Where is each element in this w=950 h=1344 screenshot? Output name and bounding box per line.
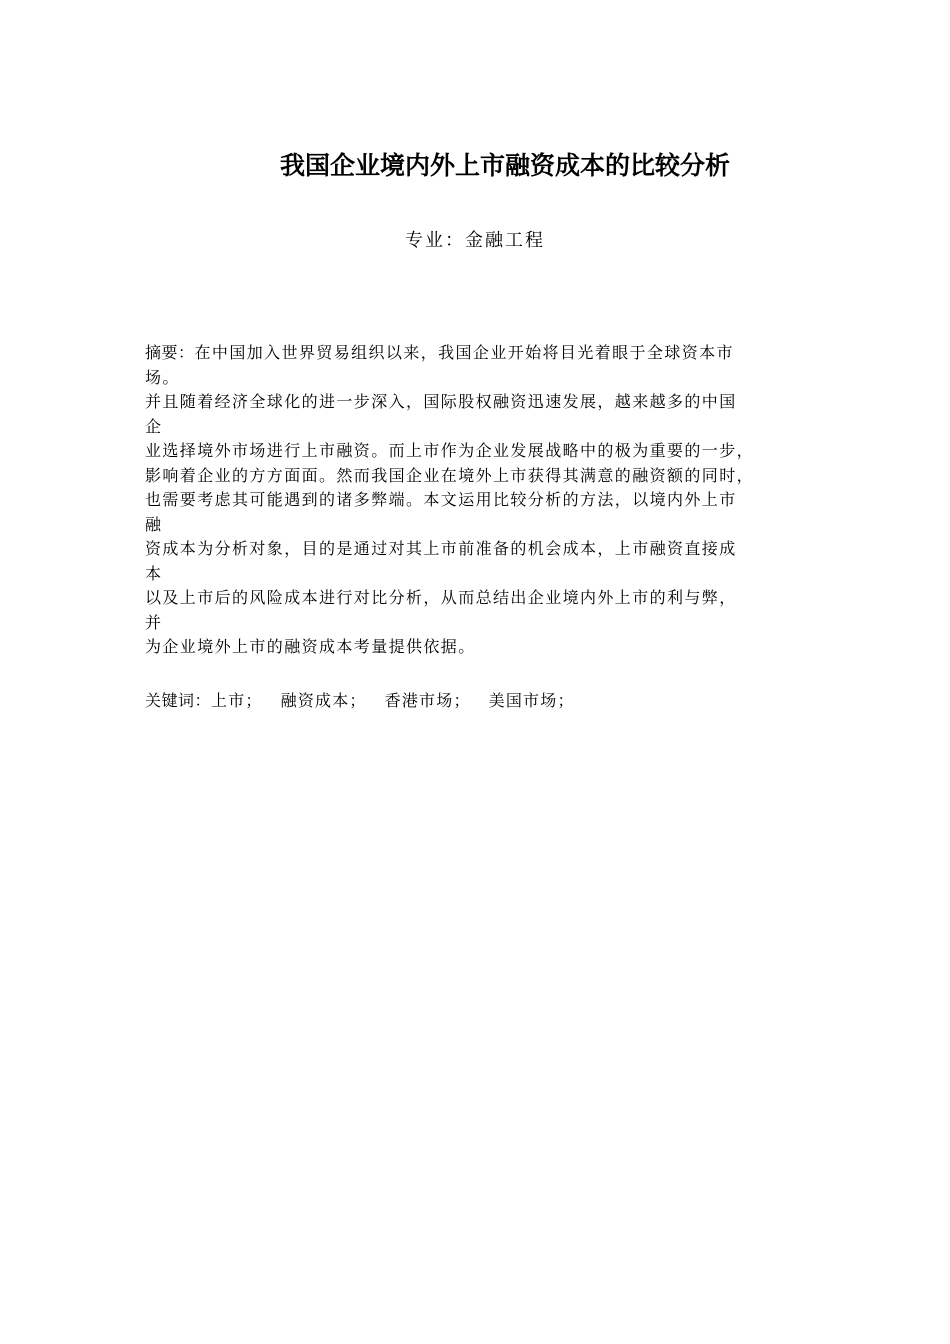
abstract-label: 摘要： (145, 343, 195, 362)
abstract-line: 本 (145, 563, 163, 583)
major-line: 专业：金融工程 (405, 230, 545, 251)
abstract-line: 业选择境外市场进行上市融资。而上市作为企业发展战略中的极为重要的一步， (145, 441, 755, 460)
abstract-section (145, 341, 825, 660)
abstract-line: 融 (145, 514, 163, 534)
abstract-line: 影响着企业的方方面面。然而我国企业在境外上市获得其满意的融资额的同时， (145, 465, 755, 485)
abstract-line: 并且随着经济全球化的进一步深入，国际股权融资迅速发展，越来越多的中国 (145, 392, 737, 411)
abstract-text: 在中国加入世界贸易组织以来，我国企业开始将目光着眼于全球资本市 (194, 343, 734, 362)
document-title: 我国企业境内外上市融资成本的比较分析 (279, 151, 730, 180)
abstract-line: 以及上市后的风险成本进行对比分析，从而总结出企业境内外上市的利与弊， (145, 588, 737, 607)
abstract-line: 企 (145, 416, 163, 436)
keywords-section (145, 689, 825, 713)
abstract-line: 资成本为分析对象，目的是通过对其上市前准备的机会成本，上市融资直接成 (145, 539, 737, 558)
abstract-line (145, 341, 825, 366)
abstract-line: 也需要考虑其可能遇到的诸多弊端。本文运用比较分析的方法，以境内外上市 (145, 490, 737, 509)
abstract-line: 场。 (145, 367, 180, 387)
abstract-line: 并 (145, 612, 163, 632)
keywords-label: 关键词： (145, 691, 212, 710)
abstract-line: 为企业境外上市的融资成本考量提供依据。 (145, 637, 476, 656)
keyword-item: 美国市场； (488, 691, 575, 710)
keyword-item: 融资成本； (280, 691, 367, 710)
keyword-item: 香港市场； (384, 691, 471, 710)
keyword-item: 上市； (211, 691, 263, 710)
